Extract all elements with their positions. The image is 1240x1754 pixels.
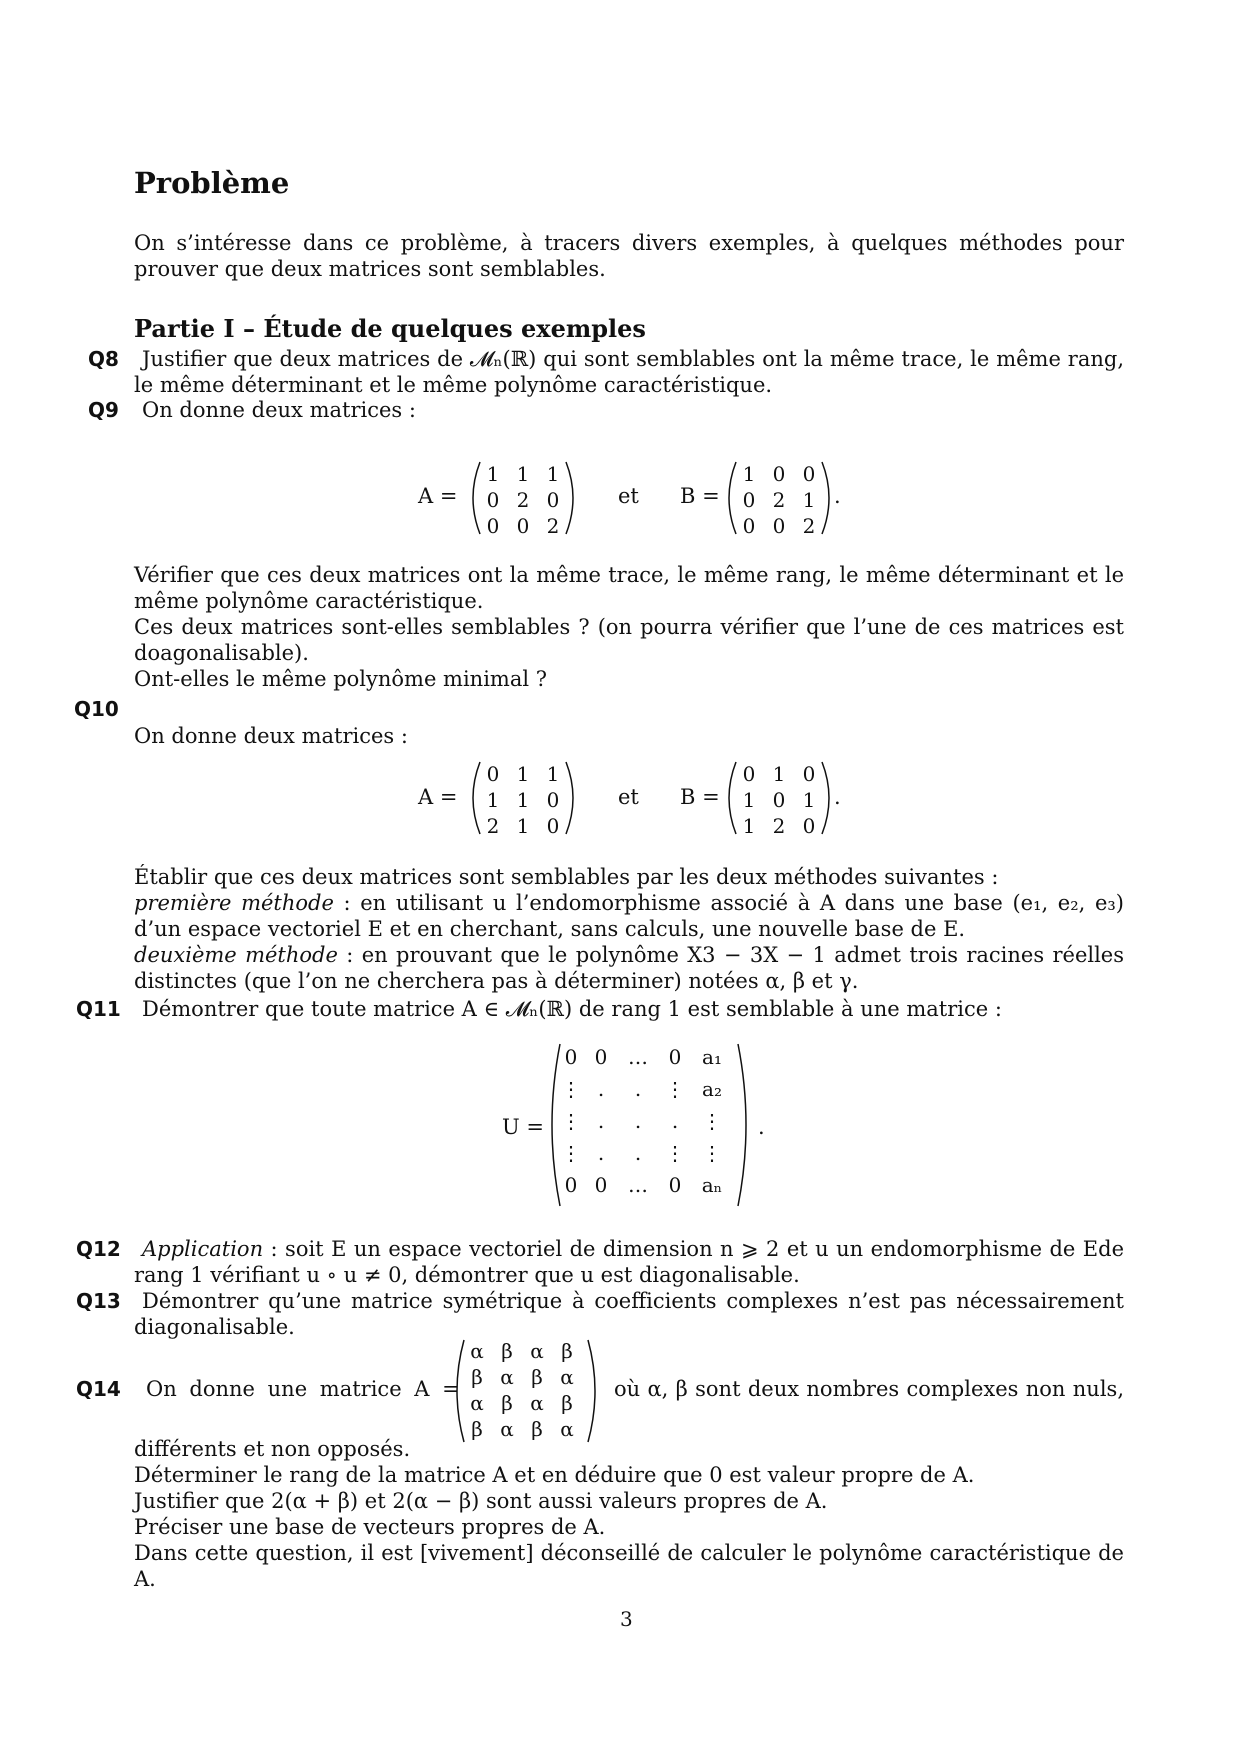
matrix-cell: 0 [546, 488, 560, 512]
matrix-cell: 2 [802, 514, 816, 538]
matrix-cell: aₙ [701, 1173, 723, 1197]
matrix-cell: ⋮ [702, 1141, 722, 1165]
paragraph: Déterminer le rang de la matrice A et en déduire que 0 est valeur propre de A. [134, 1463, 975, 1487]
matrix-cell: ⋮ [561, 1109, 581, 1133]
matrix-cell: β [471, 1417, 483, 1441]
matrix-cell: 0 [742, 514, 756, 538]
matrix-cell: β [531, 1417, 543, 1441]
method-name: deuxième méthode [134, 943, 338, 967]
matrix-cell: … [628, 1173, 648, 1197]
matrix-cell: 0 [594, 1045, 608, 1069]
matrix-cell: β [561, 1339, 573, 1363]
matrix-cell: 1 [516, 814, 530, 838]
matrix-cell: α [470, 1391, 484, 1415]
matrix-cell: . [597, 1141, 605, 1165]
matrix-cell: 1 [772, 762, 786, 786]
matrix-cell: 1 [486, 462, 500, 486]
period: . [758, 1115, 765, 1139]
matrix-cell: 0 [772, 462, 786, 486]
question-label: Q10 [74, 697, 119, 721]
matrix-cell: 1 [516, 788, 530, 812]
matrix-a-label: A = [418, 484, 458, 508]
matrix-cell: α [470, 1339, 484, 1363]
question-text: Démontrer que toute matrice A ∈ 𝓜ₙ(ℝ) de rang 1 est semblable à une matrice : [142, 997, 1002, 1021]
matrix-cell: 0 [486, 488, 500, 512]
matrix-cell: 1 [742, 788, 756, 812]
matrix-cell: 1 [546, 462, 560, 486]
paragraph: Préciser une base de vecteurs propres de A. [134, 1515, 606, 1539]
matrix-cell: 0 [564, 1173, 578, 1197]
matrix-cell: ⋮ [561, 1077, 581, 1101]
question-lead: On donne une matrice A = [146, 1377, 460, 1401]
matrix-u [556, 1044, 734, 1204]
method-1 [134, 890, 1124, 942]
matrix-cell: ⋮ [702, 1109, 722, 1133]
matrix-cell: 2 [516, 488, 530, 512]
matrix-cell: a₂ [702, 1077, 722, 1101]
matrix-cell: 0 [594, 1173, 608, 1197]
question-label: Q12 [76, 1237, 121, 1261]
matrix-cell: 0 [802, 462, 816, 486]
question-intro: On donne deux matrices : [142, 398, 416, 422]
matrix-cell: 0 [802, 814, 816, 838]
question-text [134, 1236, 1124, 1288]
question-intro: On donne deux matrices : [134, 724, 408, 748]
matrix-a-label: A = [418, 785, 458, 809]
question-label: Q14 [76, 1377, 121, 1401]
matrix-cell: 1 [742, 462, 756, 486]
matrix-a [478, 761, 568, 839]
matrix-cell: α [530, 1339, 544, 1363]
paragraph: Établir que ces deux matrices sont semblables par les deux méthodes suivantes : [134, 865, 999, 889]
period: . [834, 785, 841, 809]
matrix-cell: 2 [772, 488, 786, 512]
question-label: Q9 [88, 398, 119, 422]
period: . [834, 484, 841, 508]
paragraph: Ces deux matrices sont-elles semblables ? (on pourra vérifier que l’une de ces matrices est doagonalisable). [134, 615, 1124, 665]
matrix-cell: 0 [546, 814, 560, 838]
matrix-cell: β [471, 1365, 483, 1389]
matrix-b [734, 461, 824, 539]
problem-intro: On s’intéresse dans ce problème, à tracers divers exemples, à quelques méthodes pour prouver que deux matrices sont semblables. [134, 231, 1124, 281]
matrix-cell: 0 [772, 514, 786, 538]
question-label: Q13 [76, 1289, 121, 1313]
matrix-a [462, 1338, 582, 1442]
matrix-cell: ⋮ [665, 1141, 685, 1165]
paragraph: Dans cette question, il est [vivement] déconseillé de calculer le polynôme caractéristique de A. [134, 1541, 1124, 1591]
question-text: Justifier que deux matrices de 𝓜ₙ(ℝ) qui sont semblables ont la même trace, le même rang, le même déterminant et le même polynôme caractéristique. [134, 347, 1124, 397]
matrix-cell: α [560, 1365, 574, 1389]
matrix-cell: a₁ [702, 1045, 722, 1069]
question-label: Q8 [88, 347, 119, 371]
matrix-b-label: B = [680, 785, 720, 809]
matrix-cell: 0 [668, 1173, 682, 1197]
matrix-cell: 0 [546, 788, 560, 812]
matrix-cell: 2 [772, 814, 786, 838]
matrix-cell: 0 [486, 762, 500, 786]
matrix-b-label: B = [680, 484, 720, 508]
matrix-cell: 1 [516, 462, 530, 486]
matrix-cell: 0 [742, 762, 756, 786]
matrix-cell: 0 [668, 1045, 682, 1069]
paragraph: Vérifier que ces deux matrices ont la même trace, le même rang, le même déterminant et le même polynôme caractéristique. [134, 563, 1124, 613]
matrix-cell: 2 [546, 514, 560, 538]
method-name: première méthode [134, 891, 334, 915]
matrix-cell: 1 [802, 488, 816, 512]
matrix-cell: β [501, 1339, 513, 1363]
part-heading: Partie I – Étude de quelques exemples [134, 314, 646, 343]
paragraph: Ont-elles le même polynôme minimal ? [134, 667, 547, 691]
matrix-u-label: U = [502, 1115, 544, 1139]
matrix-cell: ⋮ [561, 1141, 581, 1165]
paragraph: différents et non opposés. [134, 1437, 411, 1461]
problem-title: Problème [134, 166, 290, 200]
matrix-cell: 1 [546, 762, 560, 786]
question-text: Démontrer qu’une matrice symétrique à coefficients complexes n’est pas nécessairement diagonalisable. [134, 1289, 1124, 1339]
matrix-b [734, 761, 824, 839]
matrix-cell: 0 [742, 488, 756, 512]
matrix-cell: . [597, 1077, 605, 1101]
paragraph: Justifier que 2(α + β) et 2(α − β) sont aussi valeurs propres de A. [134, 1489, 828, 1513]
conjunction-et: et [618, 484, 639, 508]
matrix-cell: … [628, 1045, 648, 1069]
matrix-cell: β [561, 1391, 573, 1415]
matrix-cell: 0 [486, 514, 500, 538]
matrix-cell: . [634, 1077, 642, 1101]
matrix-cell: α [560, 1417, 574, 1441]
lead-word: Application [142, 1237, 264, 1261]
matrix-cell: 0 [564, 1045, 578, 1069]
matrix-cell: β [531, 1365, 543, 1389]
matrix-cell: 1 [486, 788, 500, 812]
matrix-cell: 1 [802, 788, 816, 812]
matrix-cell: α [530, 1391, 544, 1415]
question-tail: où α, β sont deux nombres complexes non nuls, [614, 1377, 1124, 1401]
conjunction-et: et [618, 785, 639, 809]
matrix-cell: 1 [516, 762, 530, 786]
matrix-cell: . [671, 1109, 679, 1133]
matrix-cell: . [597, 1109, 605, 1133]
matrix-cell: ⋮ [665, 1077, 685, 1101]
matrix-cell: 0 [802, 762, 816, 786]
question-label: Q11 [76, 997, 121, 1021]
matrix-cell: 0 [772, 788, 786, 812]
matrix-cell: 2 [486, 814, 500, 838]
matrix-cell: 0 [516, 514, 530, 538]
page-number: 3 [620, 1607, 633, 1631]
matrix-a [478, 461, 568, 539]
method-text: : en utilisant u l’endomorphisme associé à A dans une base (e₁, e₂, e₃) d’un espace vectoriel E et en cherchant, sans calculs, une nouvelle base de E. [134, 891, 1124, 941]
matrix-cell: 1 [742, 814, 756, 838]
matrix-cell: . [634, 1141, 642, 1165]
matrix-cell: . [634, 1109, 642, 1133]
matrix-cell: β [501, 1391, 513, 1415]
method-2 [134, 942, 1124, 994]
matrix-cell: α [500, 1417, 514, 1441]
body-text: : soit E un espace vectoriel de dimension n ⩾ 2 et u un endomorphisme de Ede rang 1 vérifiant u ∘ u ≠ 0, démontrer que u est diagonalisable. [134, 1237, 1124, 1287]
matrix-cell: α [500, 1365, 514, 1389]
method-text: : en prouvant que le polynôme X3 − 3X − 1 admet trois racines réelles distinctes (que l’on ne cherchera pas à déterminer) notées α, β et γ. [134, 943, 1125, 993]
